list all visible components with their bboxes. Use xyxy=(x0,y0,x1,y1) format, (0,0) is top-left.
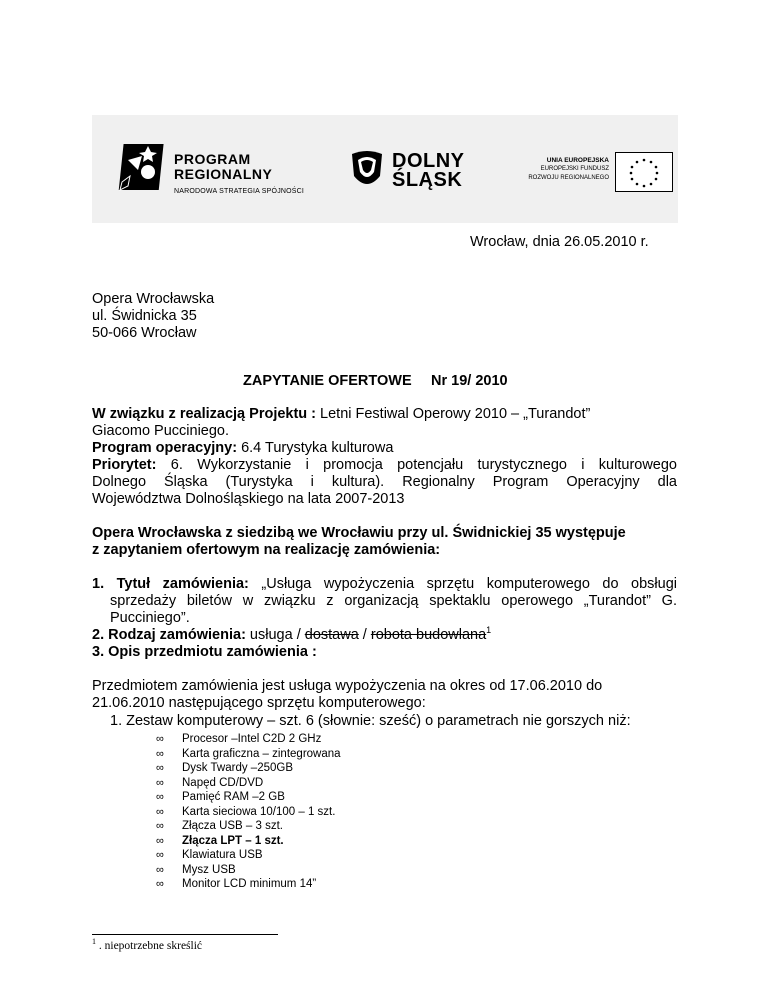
list-item: ∞ Karta sieciowa 10/100 – 1 szt. xyxy=(156,805,336,818)
bullet-icon: ∞ xyxy=(156,791,164,803)
list-item: ∞ Klawiatura USB xyxy=(156,849,263,861)
intro-line-2: z zapytaniem ofertowym na realizację zamówienia: xyxy=(92,542,441,558)
spec-list xyxy=(156,732,341,892)
program-operacyjny-label: Program operacyjny: xyxy=(92,440,238,456)
bullet-icon: ∞ xyxy=(156,733,164,745)
program-logo-line3: NARODOWA STRATEGIA SPÓJNOŚCI xyxy=(174,188,305,195)
item2-usluga: usługa / xyxy=(245,627,305,643)
bullet-icon: ∞ xyxy=(156,776,164,789)
list-item: ∞ Karta graficzna – zintegrowana xyxy=(156,747,341,760)
computer-set-line: 1. Zestaw komputerowy – szt. 6 (słownie: sześć) o parametrach nie gorszych niż: xyxy=(110,713,631,729)
item1-line-2: sprzedaży biletów w związku z organizacją spektaklu operowego „Turandot” G. xyxy=(110,593,677,609)
subject-line-1: Przedmiotem zamówienia jest usługa wypożyczenia na okres od 17.06.2010 do xyxy=(92,678,603,694)
document-number: Nr 19/ 2010 xyxy=(431,373,508,389)
project-line-2: Giacomo Pucciniego. xyxy=(92,423,230,439)
footnote-divider xyxy=(92,934,278,935)
project-value: Letni Festiwal Operowy 2010 – „Turandot” xyxy=(316,406,591,422)
project-label: W związku z realizacją Projektu : xyxy=(92,406,317,422)
program-operacyjny-value: 6.4 Turystyka kulturowa xyxy=(237,440,394,456)
dolny-slask-line2: ŚLĄSK xyxy=(392,169,463,191)
list-item: ∞ Napęd CD/DVD xyxy=(156,776,264,789)
bullet-icon: ∞ xyxy=(156,849,164,861)
eu-logo-line2: EUROPEJSKI FUNDUSZ xyxy=(540,166,609,172)
intro-line-1: Opera Wrocławska z siedzibą we Wrocławiu przy ul. Świdnickiej 35 występuje xyxy=(92,525,626,541)
item1-line-1 xyxy=(92,575,677,593)
dolny-slask-line1: DOLNY xyxy=(392,150,465,172)
dolny-slask-logo xyxy=(350,146,480,196)
program-regionalny-logo xyxy=(118,140,318,200)
address-line-3: 50-066 Wrocław xyxy=(92,325,197,341)
priority-line-1 xyxy=(92,456,677,474)
eagle-icon xyxy=(350,148,384,192)
item3-line: 3. Opis przedmiotu zamówienia : xyxy=(92,644,317,660)
footnote xyxy=(92,937,203,952)
eu-logo-line3: ROZWOJU REGIONALNEGO xyxy=(528,175,609,181)
list-item: ∞ Monitor LCD minimum 14” xyxy=(156,878,317,890)
eu-logo xyxy=(515,152,675,192)
program-logo-line2: REGIONALNY xyxy=(174,166,273,182)
item2-sep: / xyxy=(358,627,371,643)
list-item: ∞ Procesor –Intel C2D 2 GHz xyxy=(156,733,322,745)
bullet-icon: ∞ xyxy=(156,878,164,890)
item1-value: „Usługa wypożyczenia sprzętu komputerowego do obsługi xyxy=(248,576,677,592)
priority-value: 6. Wykorzystanie i promocja potencjału turystycznego i kulturowego xyxy=(156,457,677,473)
eu-flag-icon xyxy=(615,152,673,192)
list-item: ∞ Pamięć RAM –2 GB xyxy=(156,791,285,803)
bullet-icon: ∞ xyxy=(156,834,164,847)
item2-label: 2. Rodzaj zamówienia: xyxy=(92,627,246,643)
item2-dostawa: dostawa xyxy=(304,627,359,643)
footnote-ref: 1 xyxy=(486,625,492,636)
bullet-icon: ∞ xyxy=(156,805,164,818)
priority-line-3: Województwa Dolnośląskiego na lata 2007-2013 xyxy=(92,491,405,507)
project-line-1 xyxy=(92,405,590,423)
list-item: ∞ Złącza LPT – 1 szt. xyxy=(156,834,284,847)
program-logo-line1: PROGRAM xyxy=(174,151,251,167)
eu-logo-line1: UNIA EUROPEJSKA xyxy=(546,157,609,164)
list-item: ∞ Złącza USB – 3 szt. xyxy=(156,820,283,832)
bullet-icon: ∞ xyxy=(156,863,164,876)
bullet-icon: ∞ xyxy=(156,820,164,832)
priority-line-2: Dolnego Śląska (Turystyka i kultura). Regionalny Program Operacyjny dla xyxy=(92,474,677,490)
item1-line-3: Pucciniego”. xyxy=(110,610,190,626)
priority-label: Priorytet: xyxy=(92,457,157,473)
footnote-text: . niepotrzebne skreślić xyxy=(96,940,203,952)
list-item: ∞ Dysk Twardy –250GB xyxy=(156,762,294,774)
address-line-1: Opera Wrocławska xyxy=(92,291,215,307)
footnote-mark: 1 xyxy=(92,937,96,947)
item2-robota: robota budowlana xyxy=(370,627,487,643)
bullet-icon: ∞ xyxy=(156,747,164,760)
bullet-icon: ∞ xyxy=(156,762,164,774)
item1-label: 1. Tytuł zamówienia: xyxy=(92,576,249,592)
program-regionalny-emblem-icon xyxy=(118,140,168,195)
subject-line-2: 21.06.2010 następującego sprzętu komputerowego: xyxy=(92,695,426,711)
date-line: Wrocław, dnia 26.05.2010 r. xyxy=(470,234,649,250)
item2-line xyxy=(92,626,491,644)
program-operacyjny-line xyxy=(92,439,393,457)
address-line-2: ul. Świdnicka 35 xyxy=(92,308,197,324)
list-item: ∞ Mysz USB xyxy=(156,863,236,876)
document-title: ZAPYTANIE OFERTOWE xyxy=(243,373,412,389)
